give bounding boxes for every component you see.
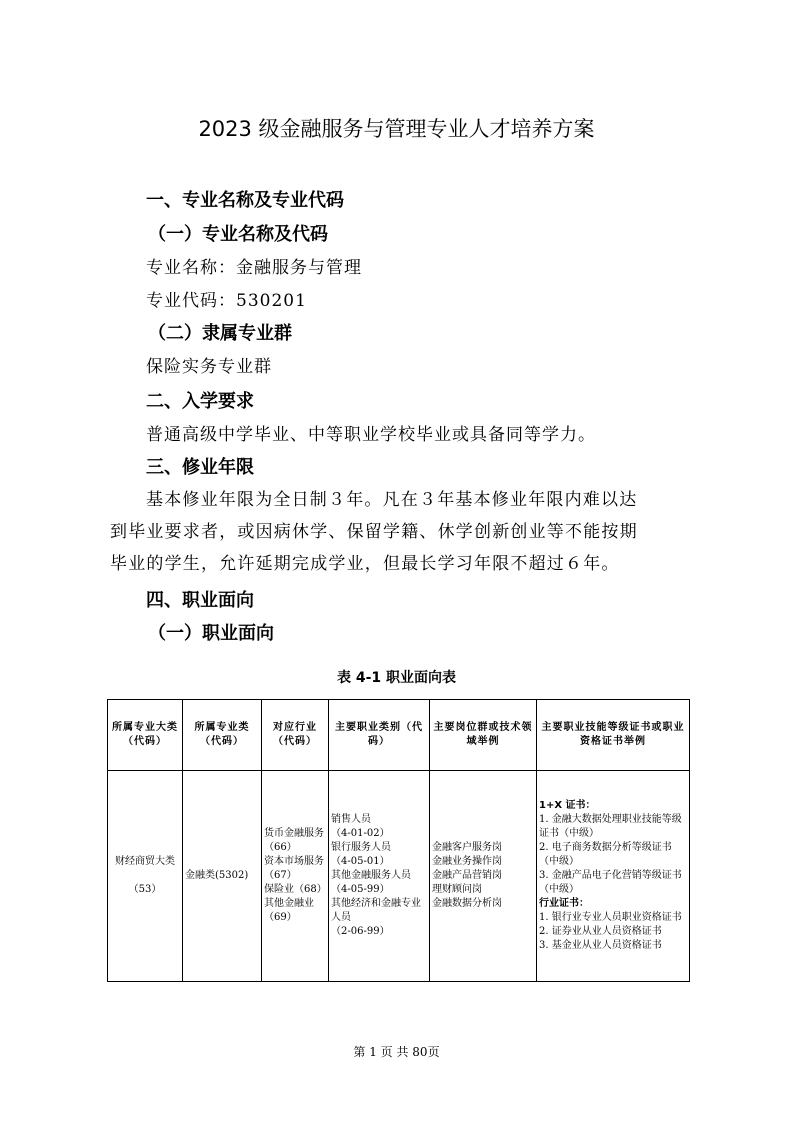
major-group-line: 保险实务专业群 [146,357,272,377]
table-caption: 表 4-1 职业面向表 [336,670,457,686]
industry-item: 资本市场服务（67） [264,856,324,881]
header-positions: 主要岗位群或技术领域举例 [430,700,537,771]
study-duration-paragraph [110,488,670,584]
cert-item: 1. 金融大数据处理职业技能等级证书（中级） [539,814,682,839]
cert-item: 2. 电子商务数据分析等级证书（中级） [539,842,672,867]
table-row [108,771,690,982]
position-item: 金融数据分析岗 [432,898,502,909]
cell-major-class [183,771,262,982]
section-4-subheading-1: （一）职业面向 [148,623,274,644]
cert-item: 3. 金融产品电子化营销等级证书（中级） [539,870,682,895]
occupation-item: 银行服务人员 [331,842,391,853]
section-1-subheading-2: （二）隶属专业群 [148,323,292,344]
admission-text: 普通高级中学毕业、中等职业学校毕业或具备同等学力。 [146,425,596,445]
position-item: 金融业务操作岗 [432,856,502,867]
cert-label-industry: 行业证书： [539,898,589,909]
career-orientation-table [107,699,690,982]
cert-item: 3. 基金业从业人员资格证书 [539,940,662,951]
cell-industry [262,771,329,982]
section-4-heading: 四、职业面向 [146,590,254,611]
position-item: 理财顾问岗 [432,884,482,895]
cell-occupation [329,771,430,982]
cert-item: 2. 证券业从业人员资格证书 [539,926,662,937]
section-2-heading: 二、入学要求 [146,391,254,412]
major-code-line: 专业代码：530201 [146,291,307,311]
paragraph-line: 毕业的学生，允许延期完成学业，但最长学习年限不超过６年。 [110,554,620,574]
position-item: 金融产品营销岗 [432,870,502,881]
occupation-item: 销售人员 [331,814,371,825]
cell-certificates [537,771,690,982]
header-certificates: 主要职业技能等级证书或职业资格证书举例 [537,700,690,771]
occupation-code: （4-01-02） [331,828,390,839]
paragraph-line: 到毕业要求者，或因病休学、保留学籍、休学创新创业等不能按期 [110,522,638,542]
page-footer: 第 1 页 共 80页 [353,1045,440,1059]
category-code: （53） [128,884,162,895]
cert-label-1x: 1+X 证书： [539,800,596,811]
section-1-subheading-1: （一）专业名称及代码 [148,224,328,245]
cell-major-category [108,771,183,982]
occupation-code: （2-06-99） [331,926,390,937]
industry-item: 其他金融业（69） [264,898,314,923]
occupation-item: 其他经济和金融专业人员 [331,898,421,923]
occupation-item: 其他金融服务人员 [331,870,411,881]
cert-item: 1. 银行业专业人员职业资格证书 [539,912,682,923]
cell-positions [430,771,537,982]
occupation-code: （4-05-99） [331,884,390,895]
position-item: 金融客户服务岗 [432,842,502,853]
header-industry: 对应行业（代码） [262,700,329,771]
major-name-line: 专业名称：金融服务与管理 [146,258,362,278]
header-major-class: 所属专业类（代码） [183,700,262,771]
major-class-value: 金融类(5302) [185,870,249,881]
document-title: 2023 级金融服务与管理专业人才培养方案 [198,117,595,141]
header-occupation: 主要职业类别（代码） [329,700,430,771]
paragraph-line: 基本修业年限为全日制３年。凡在３年基本修业年限内难以达 [146,490,638,510]
occupation-code: （4-05-01） [331,856,390,867]
industry-item: 保险业（68） [264,884,327,895]
industry-item: 货币金融服务（66） [264,828,324,853]
header-major-category: 所属专业大类（代码） [108,700,183,771]
section-1-heading: 一、专业名称及专业代码 [146,190,344,211]
section-3-heading: 三、修业年限 [146,457,254,478]
table-header-row [108,700,690,771]
category-name: 财经商贸大类 [115,856,175,867]
